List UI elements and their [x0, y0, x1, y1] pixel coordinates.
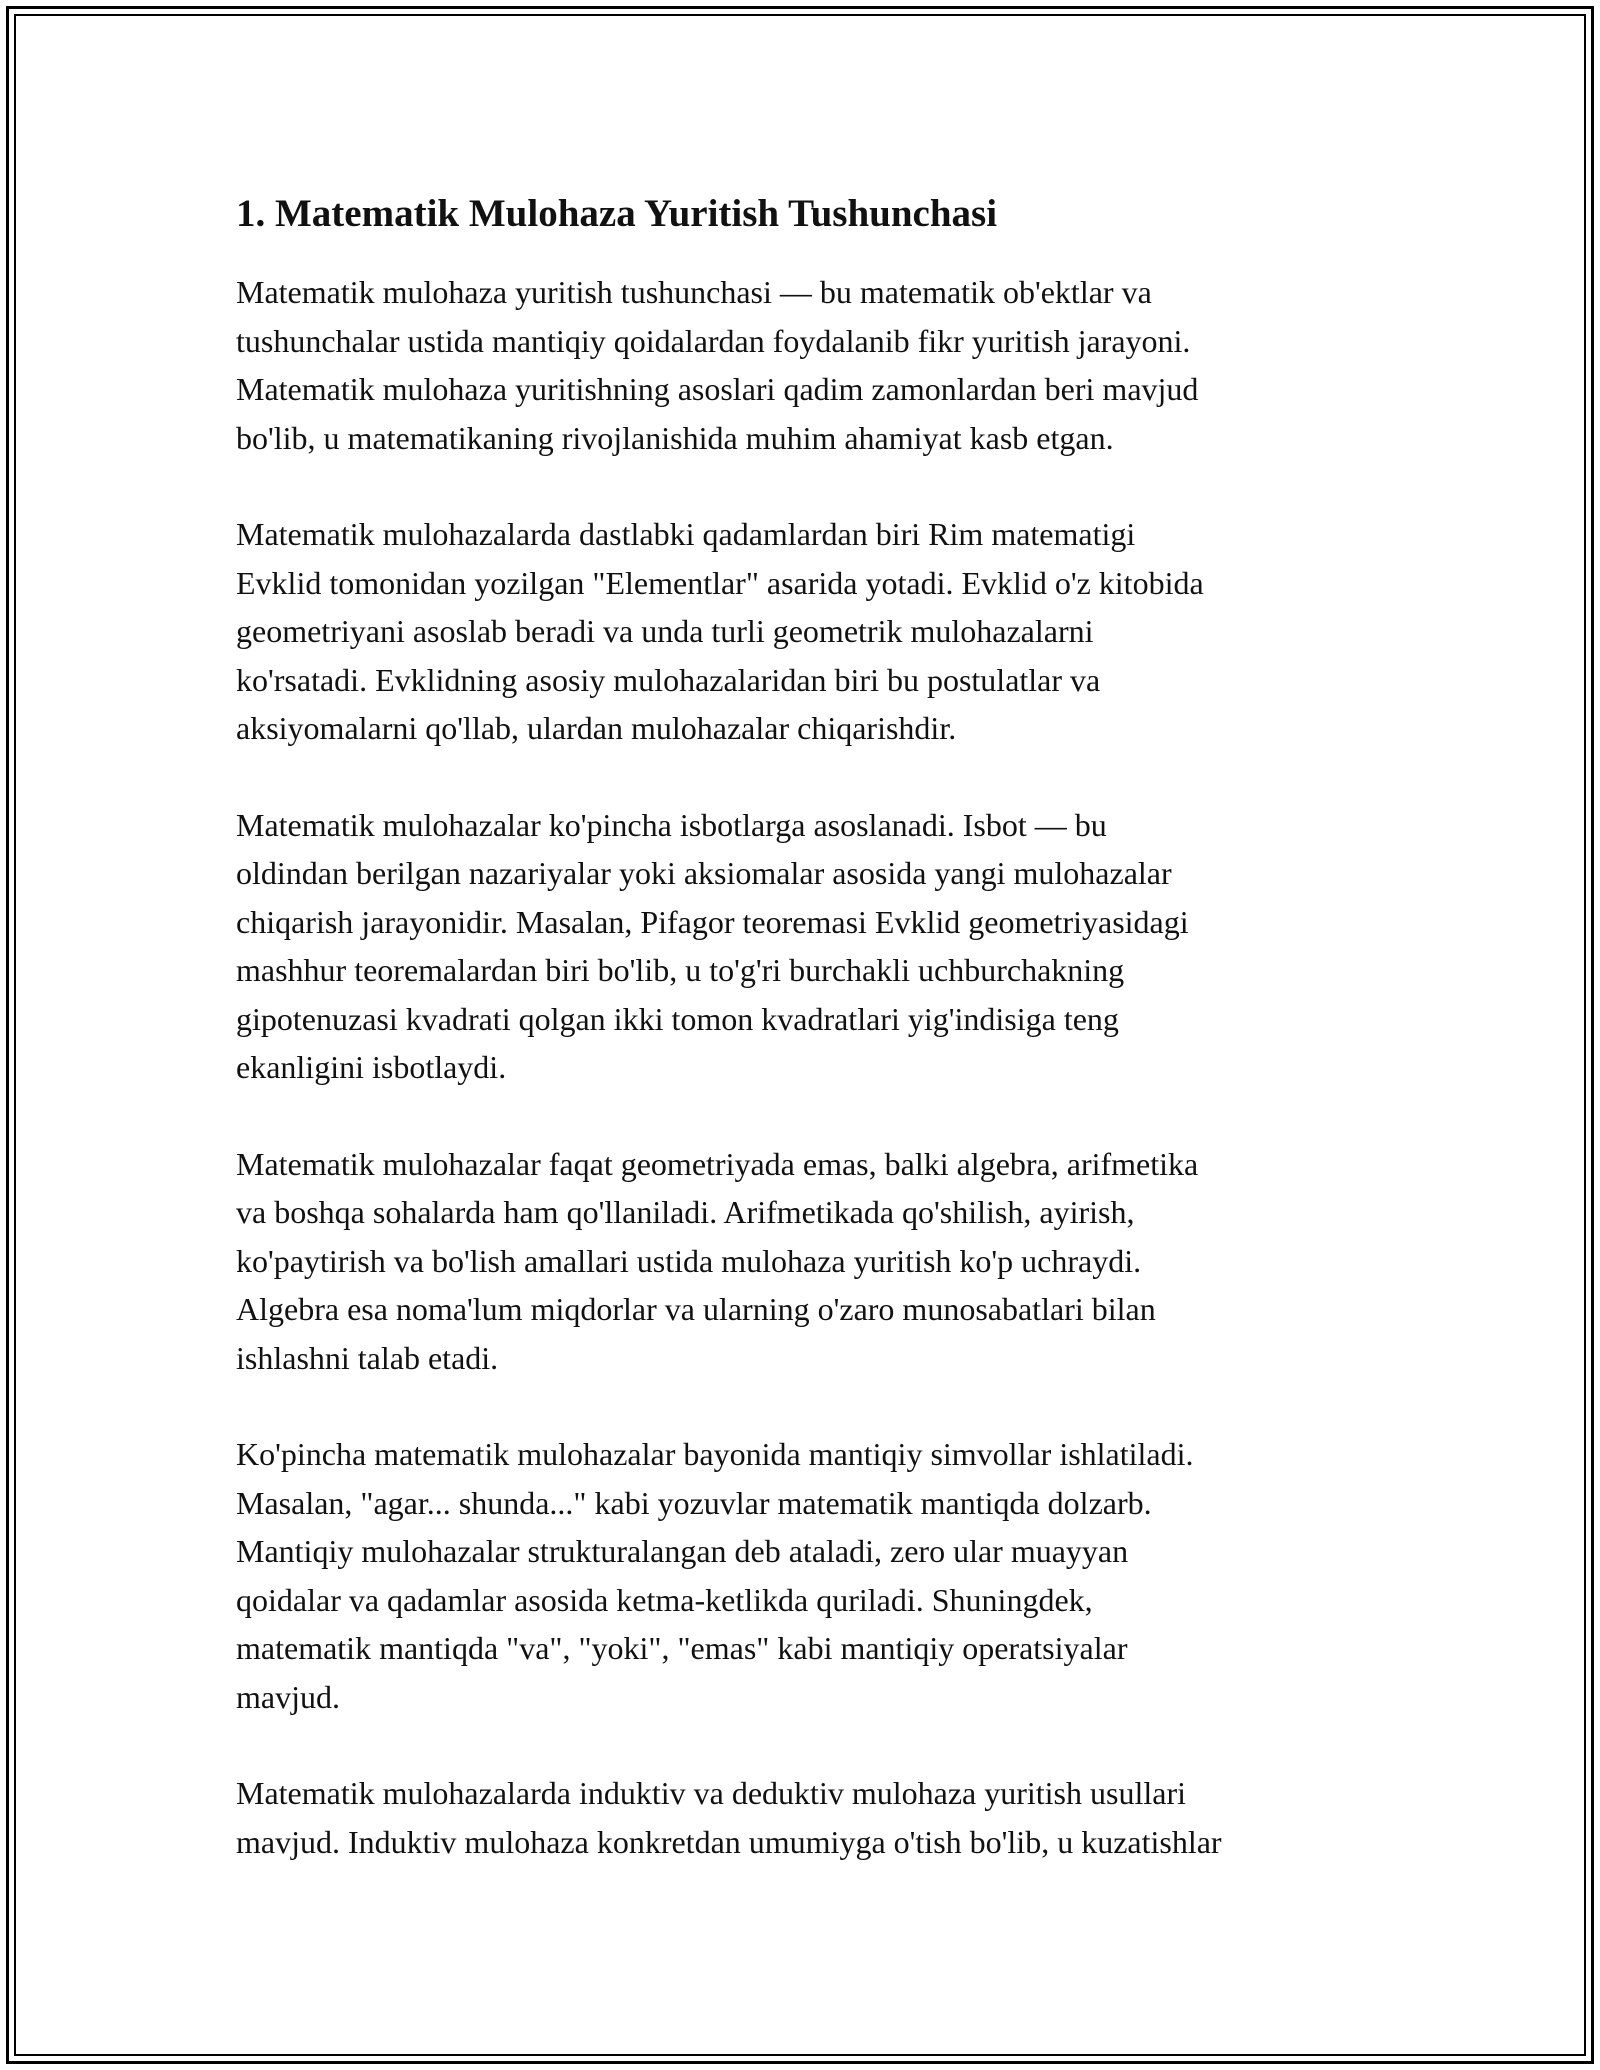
document-body — [236, 188, 1386, 1914]
paragraph-4: Matematik mulohazalar faqat geometriyada emas, balki algebra, arifmetika va boshqa sohalarda ham qo'llaniladi. Arifmetikada qo'shilish, ayirish, ko'paytirish va bo'lish amallari ustida mulohaza yuritish ko'p uchraydi. Algebra esa noma'lum miqdorlar va ularning o'zaro munosabatlari bilan ishlashni talab etadi. — [236, 1145, 1199, 1376]
paragraph-1: Matematik mulohaza yuritish tushunchasi — bu matematik ob'ektlar va tushunchalar ustida mantiqiy qoidalardan foydalanib fikr yuritish jarayoni. Matematik mulohaza yuritishning asoslari qadim zamonlardan beri mavjud bo'lib, u matematikaning rivojlanishida muhim ahamiyat kasb etgan. — [236, 274, 1199, 456]
paragraph-3: Matematik mulohazalar ko'pincha isbotlarga asoslanadi. Isbot — bu oldindan berilgan nazariyalar yoki aksiomalar asosida yangi mulohazalar chiqarish jarayonidir. Masalan, Pifagor teoremasi Evklid geometriyasidagi mashhur teoremalardan biri bo'lib, u to'g'ri burchakli uchburchakning gipotenuzasi kvadrati qolgan ikki tomon kvadratlari yig'indisiga teng ekanligini isbotlaydi. — [236, 806, 1189, 1085]
paragraph-6: Matematik mulohazalarda induktiv va deduktiv mulohaza yuritish usullari mavjud. Induktiv mulohaza konkretdan umumiyga o'tish bo'lib, u kuzatishlar — [236, 1775, 1222, 1860]
section-heading: 1. Matematik Mulohaza Yuritish Tushunchasi — [236, 192, 998, 235]
paragraph-5: Ko'pincha matematik mulohazalar bayonida mantiqiy simvollar ishlatiladi. Masalan, "agar... shunda..." kabi yozuvlar matematik mantiqda dolzarb. Mantiqiy mulohazalar strukturalangan deb ataladi, zero ular muayyan qoidalar va qadamlar asosida ketma-ketlikda quriladi. Shuningdek, matematik mantiqda "va", "yoki", "emas" kabi mantiqiy operatsiyalar mavjud. — [236, 1436, 1194, 1715]
paragraph-2: Matematik mulohazalarda dastlabki qadamlardan biri Rim matematigi Evklid tomonidan yozilgan "Elementlar" asarida yotadi. Evklid o'z kitobida geometriyani asoslab beradi va unda turli geometrik mulohazalarni ko'rsatadi. Evklidning asosiy mulohazalaridan biri bu postulatlar va aksiyomalarni qo'llab, ulardan mulohazalar chiqarishdir. — [236, 516, 1204, 746]
